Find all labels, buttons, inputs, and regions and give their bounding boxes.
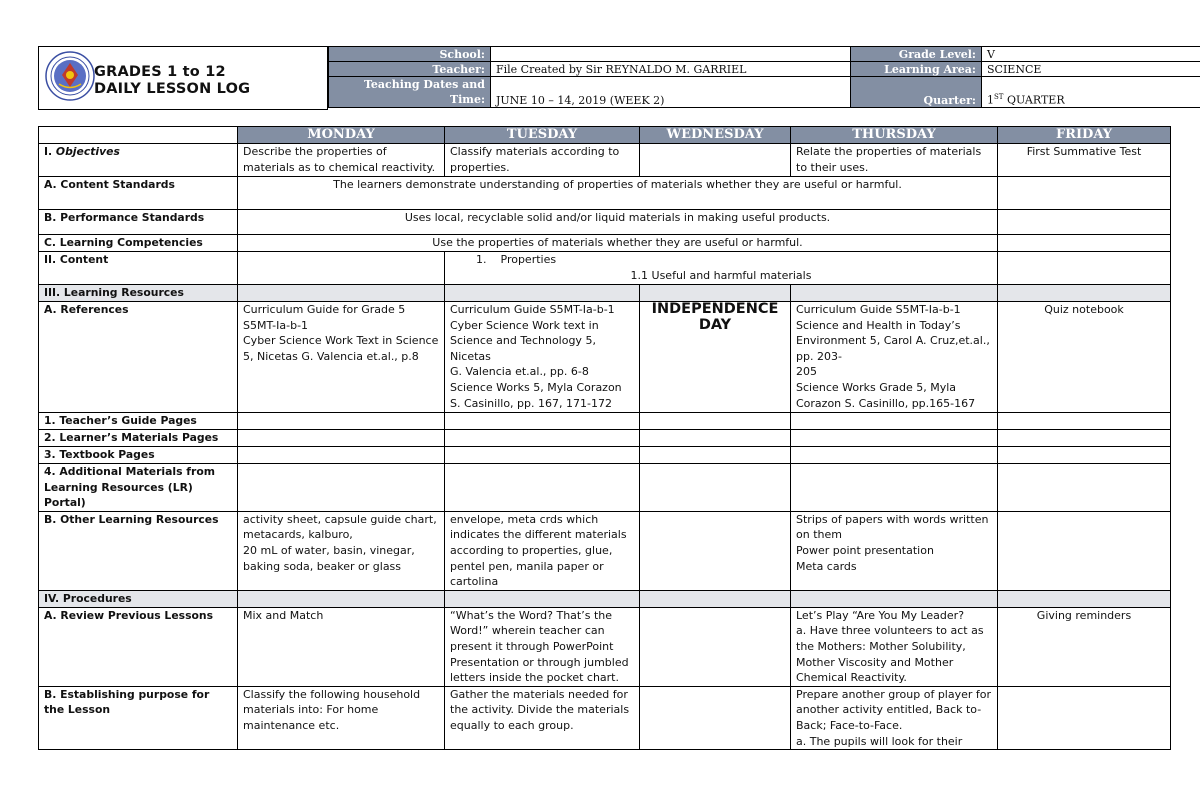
other-resources-tue: envelope, meta crds which indicates the different materials according to properties, glue, pentel pen, manila paper or cartolina [445, 511, 640, 590]
day-wednesday: WEDNESDAY [640, 127, 791, 144]
review-fri: Giving reminders [998, 607, 1171, 686]
independence-day-cell [640, 302, 791, 413]
performance-standards-fri [998, 210, 1171, 235]
objectives-label [39, 144, 238, 177]
references-row [39, 302, 1171, 413]
content-standards-text: The learners demonstrate understanding of properties of materials whether they are useful or harmful. [238, 177, 998, 210]
learning-resources-wed [640, 285, 791, 302]
purpose-mon: Classify the following household materials into: For home maintenance etc. [238, 686, 445, 749]
tg-pages-row [39, 413, 1171, 430]
references-mon: Curriculum Guide for Grade 5 S5MT-Ia-b-1 Cyber Science Work Text in Science 5, Nicetas G. Valencia et.al., p.8 [238, 302, 445, 413]
grade-level-label: Grade Level: [851, 47, 982, 62]
textbook-pages-row [39, 447, 1171, 464]
day-header-blank [39, 127, 238, 144]
log-title [94, 64, 250, 98]
review-row [39, 607, 1171, 686]
learning-competencies-row [39, 235, 1171, 252]
objectives-fri: First Summative Test [998, 144, 1171, 177]
content-text [445, 252, 998, 285]
objectives-thu: Relate the properties of materials to their uses. [791, 144, 998, 177]
content-standards-row [39, 177, 1171, 210]
additional-materials-row [39, 464, 1171, 512]
daily-lesson-table [38, 126, 1171, 750]
performance-standards-text: Uses local, recyclable solid and/or liquid materials in making useful products. [238, 210, 998, 235]
learning-resources-label: III. Learning Resources [39, 285, 238, 302]
content-item-num: 1. [476, 253, 487, 266]
performance-standards-row [39, 210, 1171, 235]
tg-pages-label: 1. Teacher’s Guide Pages [39, 413, 238, 430]
objectives-label-num: I. [44, 145, 56, 158]
day-monday: MONDAY [238, 127, 445, 144]
deped-seal-icon [45, 51, 95, 101]
day-friday: FRIDAY [998, 127, 1171, 144]
review-tue: “What’s the Word? That’s the Word!” wherein teacher can present it through PowerPoint Presentation or through jumbled letters inside the pocket chart. [445, 607, 640, 686]
independence-day-line2: DAY [698, 316, 732, 333]
grade-level-value: V [982, 47, 1200, 62]
quarter-label: Quarter: [851, 77, 982, 108]
learning-resources-fri [998, 285, 1171, 302]
objectives-wed [640, 144, 791, 177]
references-fri: Quiz notebook [998, 302, 1171, 413]
learning-competencies-fri [998, 235, 1171, 252]
review-label: A. Review Previous Lessons [39, 607, 238, 686]
purpose-tue: Gather the materials needed for the activity. Divide the materials equally to each group. [445, 686, 640, 749]
objectives-mon: Describe the properties of materials as to chemical reactivity. [238, 144, 445, 177]
objectives-tue: Classify materials according to properties. [445, 144, 640, 177]
other-resources-label: B. Other Learning Resources [39, 511, 238, 590]
independence-day-line1: INDEPENDENCE [651, 301, 779, 317]
content-fri [998, 252, 1171, 285]
content-label: II. Content [39, 252, 238, 285]
other-resources-thu: Strips of papers with words written on them Power point presentation Meta cards [791, 511, 998, 590]
textbook-pages-label: 3. Textbook Pages [39, 447, 238, 464]
school-label: School: [329, 47, 491, 62]
learning-area-value: SCIENCE [982, 62, 1200, 77]
content-row [39, 252, 1171, 285]
performance-standards-label: B. Performance Standards [39, 210, 238, 235]
objectives-row [39, 144, 1171, 177]
quarter-word: QUARTER [1006, 94, 1065, 107]
content-standards-label: A. Content Standards [39, 177, 238, 210]
quarter-value [982, 77, 1200, 108]
content-item [450, 252, 992, 268]
review-thu: Let’s Play “Are You My Leader? a. Have three volunteers to act as the Mothers: Mother Solubility, Mother Viscosity and Mother Chemical Reactivity. [791, 607, 998, 686]
day-tuesday: TUESDAY [445, 127, 640, 144]
other-resources-mon: activity sheet, capsule guide chart, metacards, kalburo, 20 mL of water, basin, vinegar, baking soda, beaker or glass [238, 511, 445, 590]
review-wed [640, 607, 791, 686]
review-mon: Mix and Match [238, 607, 445, 686]
log-title-line2: DAILY LESSON LOG [94, 81, 251, 97]
references-thu: Curriculum Guide S5MT-Ia-b-1 Science and Health in Today’s Environment 5, Carol A. Cruz,et.al., pp. 203- 205 Science Works Grade 5, Myla Corazon S. Casinillo, pp.165-167 [791, 302, 998, 413]
teaching-dates-value: JUNE 10 – 14, 2019 (WEEK 2) [491, 77, 851, 108]
content-mon [238, 252, 445, 285]
other-resources-wed [640, 511, 791, 590]
day-thursday: THURSDAY [791, 127, 998, 144]
content-sub-item: 1.1 Useful and harmful materials [630, 268, 812, 282]
learning-resources-mon [238, 285, 445, 302]
quarter-number: 1 [987, 94, 994, 107]
lesson-info-table [328, 46, 1200, 108]
other-resources-fri [998, 511, 1171, 590]
lm-pages-label: 2. Learner’s Materials Pages [39, 430, 238, 447]
purpose-wed [640, 686, 791, 749]
learning-resources-tue [445, 285, 640, 302]
learning-resources-thu [791, 285, 998, 302]
purpose-thu: Prepare another group of player for another activity entitled, Back to-Back; Face-to-Face. a. The pupils will look for their [791, 686, 998, 749]
teaching-dates-label: Teaching Dates and Time: [329, 77, 491, 108]
procedures-row [39, 590, 1171, 607]
other-resources-row [39, 511, 1171, 590]
learning-competencies-label: C. Learning Competencies [39, 235, 238, 252]
purpose-fri [998, 686, 1171, 749]
learning-competencies-text: Use the properties of materials whether they are useful or harmful. [238, 235, 998, 252]
content-item-text: Properties [500, 253, 557, 266]
quarter-suffix: ST [994, 93, 1004, 102]
lm-pages-row [39, 430, 1171, 447]
learning-area-label: Learning Area: [851, 62, 982, 77]
references-label: A. References [39, 302, 238, 413]
procedures-label: IV. Procedures [39, 590, 238, 607]
log-title-line1: GRADES 1 to 12 [94, 64, 226, 80]
teacher-value: File Created by Sir REYNALDO M. GARRIEL [491, 62, 851, 77]
teacher-label: Teacher: [329, 62, 491, 77]
references-tue: Curriculum Guide S5MT-Ia-b-1 Cyber Science Work text in Science and Technology 5, Nicetas G. Valencia et.al., pp. 6-8 Science Works 5, Myla Corazon S. Casinillo, pp. 167, 171-172 [445, 302, 640, 413]
learning-resources-row [39, 285, 1171, 302]
objectives-label-text: Objectives [55, 145, 120, 158]
purpose-label: B. Establishing purpose for the Lesson [39, 686, 238, 749]
day-header-row [39, 127, 1171, 144]
school-value [491, 47, 851, 62]
content-standards-fri [998, 177, 1171, 210]
additional-materials-label: 4. Additional Materials from Learning Resources (LR) Portal) [39, 464, 238, 512]
purpose-row [39, 686, 1171, 749]
